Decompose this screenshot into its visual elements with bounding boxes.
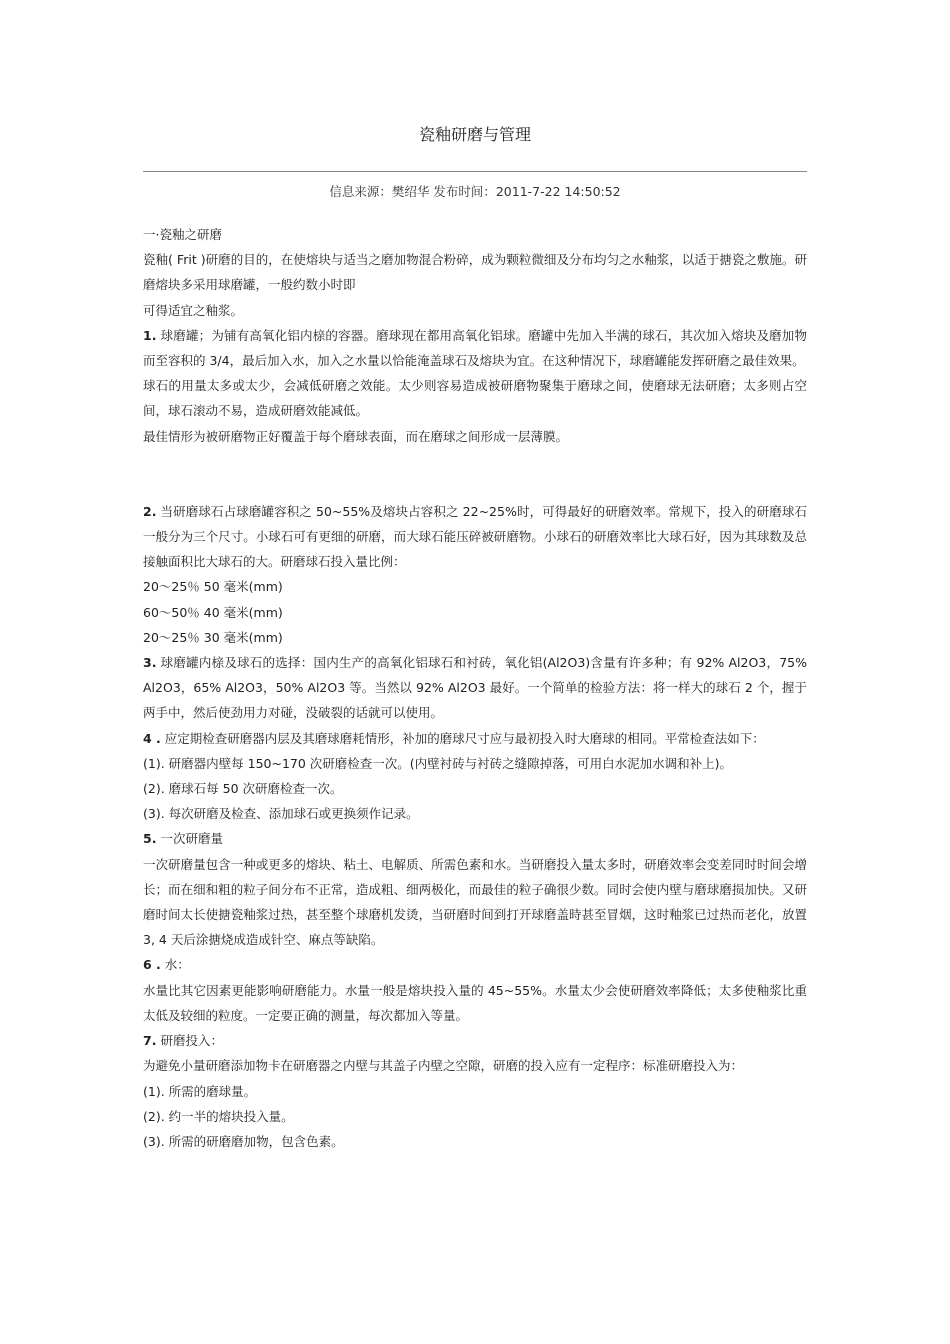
paragraph-text: 当研磨球石占球磨罐容积之 50~55%及熔块占容积之 22~25%时，可得最好的研磨效率。常规下，投入的研磨球石一般分为三个尺寸。小球石可有更细的研磨，而大球石能压碎被研磨物。小球石的研磨效率比大球石好，因为其球数及总接触面积比大球石的大。研磨球石投入量比例： — [143, 503, 807, 570]
item-number: 3. — [143, 655, 157, 671]
item-number: 4 . — [143, 730, 161, 746]
article-body — [143, 222, 807, 1154]
paragraph-1 — [143, 323, 807, 373]
sub-item: (1). 所需的磨球量。 — [143, 1083, 257, 1099]
intro-paragraph-continued: 可得适宜之釉浆。 — [143, 302, 244, 318]
paragraph-3 — [143, 650, 807, 726]
paragraph-5: 一次研磨量包含一种或更多的熔块、粘土、电解质、所需色素和水。当研磨投入量太多时，研磨效率会变差同时时间会增长；而在细和粗的粒子间分布不正常，造成粗、细两极化，而最佳的粒子确很少数。同时会使内壁与磨球磨损加快。又研磨时间太长使搪瓷釉浆过热，甚至整个球磨机发烫，当研磨时间到打开球磨盖時甚至冒烟，这时釉浆已过热而老化，放置 3, 4 天后涂搪烧成造成针空、麻点等缺陷。 — [143, 856, 807, 948]
paragraph-text: 球磨罐；为铺有高氧化铝内榇的容器。磨球现在都用高氧化铝球。磨罐中先加入半满的球石，其次加入熔块及磨加物而至容积的 3/4，最后加入水，加入之水量以恰能淹盖球石及熔块为宜。在这种情况下，球磨罐能发挥研磨之最佳效果。 — [143, 327, 807, 369]
item-number: 6 . — [143, 957, 161, 973]
paragraph-7-heading — [143, 1028, 807, 1053]
sub-item: (3). 所需的研磨磨加物，包含色素。 — [143, 1133, 344, 1149]
item-heading: 一次研磨量 — [160, 831, 223, 847]
sub-item: (2). 磨球石每 50 次研磨检查一次。 — [143, 781, 343, 797]
paragraph-4 — [143, 726, 807, 751]
sub-item: (3). 每次研磨及检查、添加球石或更换须作记录。 — [143, 806, 419, 822]
paragraph-6: 水量比其它因素更能影响研磨能力。水量一般是熔块投入量的 45~55%。水量太少会使研磨效率降低；太多使釉浆比重太低及较细的粒度。一定要正确的测量，每次都加入等量。 — [143, 982, 807, 1023]
item-number: 2. — [143, 503, 157, 519]
paragraph-2 — [143, 499, 807, 575]
intro-paragraph: 瓷釉( Frit )研磨的目的，在使熔块与适当之磨加物混合粉碎，成为颗粒微细及分布均匀之水釉浆，以适于搪瓷之敷施。研磨熔块多采用球磨罐，一般约数小时即 — [143, 252, 807, 293]
ratio-line: 60～50％ 40 毫米(mm) — [143, 604, 283, 620]
item-number: 5. — [143, 831, 157, 847]
item-heading: 研磨投入： — [160, 1033, 223, 1049]
ratio-line: 20～25％ 30 毫米(mm) — [143, 629, 283, 645]
item-number: 1. — [143, 327, 157, 343]
page-title: 瓷釉研磨与管理 — [418, 125, 531, 144]
paragraph-text: 球磨罐内榇及球石的选择：国内生产的高氧化铝球石和衬砖，氧化铝(Al2O3)含量有许多种；有 92% Al2O3，75% Al2O3，65% Al2O3，50% Al2O3 等。当然以 92% Al2O3 最好。一个简单的检验方法：将一样大的球石 2 个，握于两手中，然后使劲用力对碰，没破裂的话就可以使用。 — [143, 655, 807, 721]
section-heading: 一·瓷釉之研磨 — [143, 227, 222, 242]
paragraph-1c: 最佳情形为被研磨物正好覆盖于每个磨球表面，而在磨球之间形成一层薄膜。 — [143, 428, 569, 444]
paragraph-text: 应定期检查研磨器内层及其磨球磨耗情形，补加的磨球尺寸应与最初投入时大磨球的相同。平常检查法如下： — [164, 730, 765, 746]
source-and-date: 信息来源：樊绍华 发布时间：2011-7-22 14:50:52 — [329, 184, 621, 199]
title-divider — [143, 171, 807, 172]
item-heading: 水： — [164, 957, 190, 973]
paragraph-5-heading — [143, 826, 807, 851]
blank-gap — [143, 449, 807, 499]
sub-item: (1). 研磨器内壁每 150~170 次研磨检查一次。(内壁衬砖与衬砖之缝隙掉落，可用白水泥加水调和补上)。 — [143, 755, 733, 771]
paragraph-1b: 球石的用量太多或太少，会减低研磨之效能。太少则容易造成被研磨物聚集于磨球之间，使磨球无法研磨；太多则占空间，球石滚动不易，造成研磨效能减低。 — [143, 378, 807, 419]
paragraph-6-heading — [143, 952, 807, 977]
paragraph-7: 为避免小量研磨添加物卡在研磨器之内壁与其盖子内壁之空隙，研磨的投入应有一定程序：标准研磨投入为： — [143, 1058, 744, 1074]
ratio-line: 20～25％ 50 毫米(mm) — [143, 579, 283, 595]
item-number: 7. — [143, 1033, 157, 1049]
sub-item: (2). 约一半的熔块投入量。 — [143, 1108, 294, 1124]
